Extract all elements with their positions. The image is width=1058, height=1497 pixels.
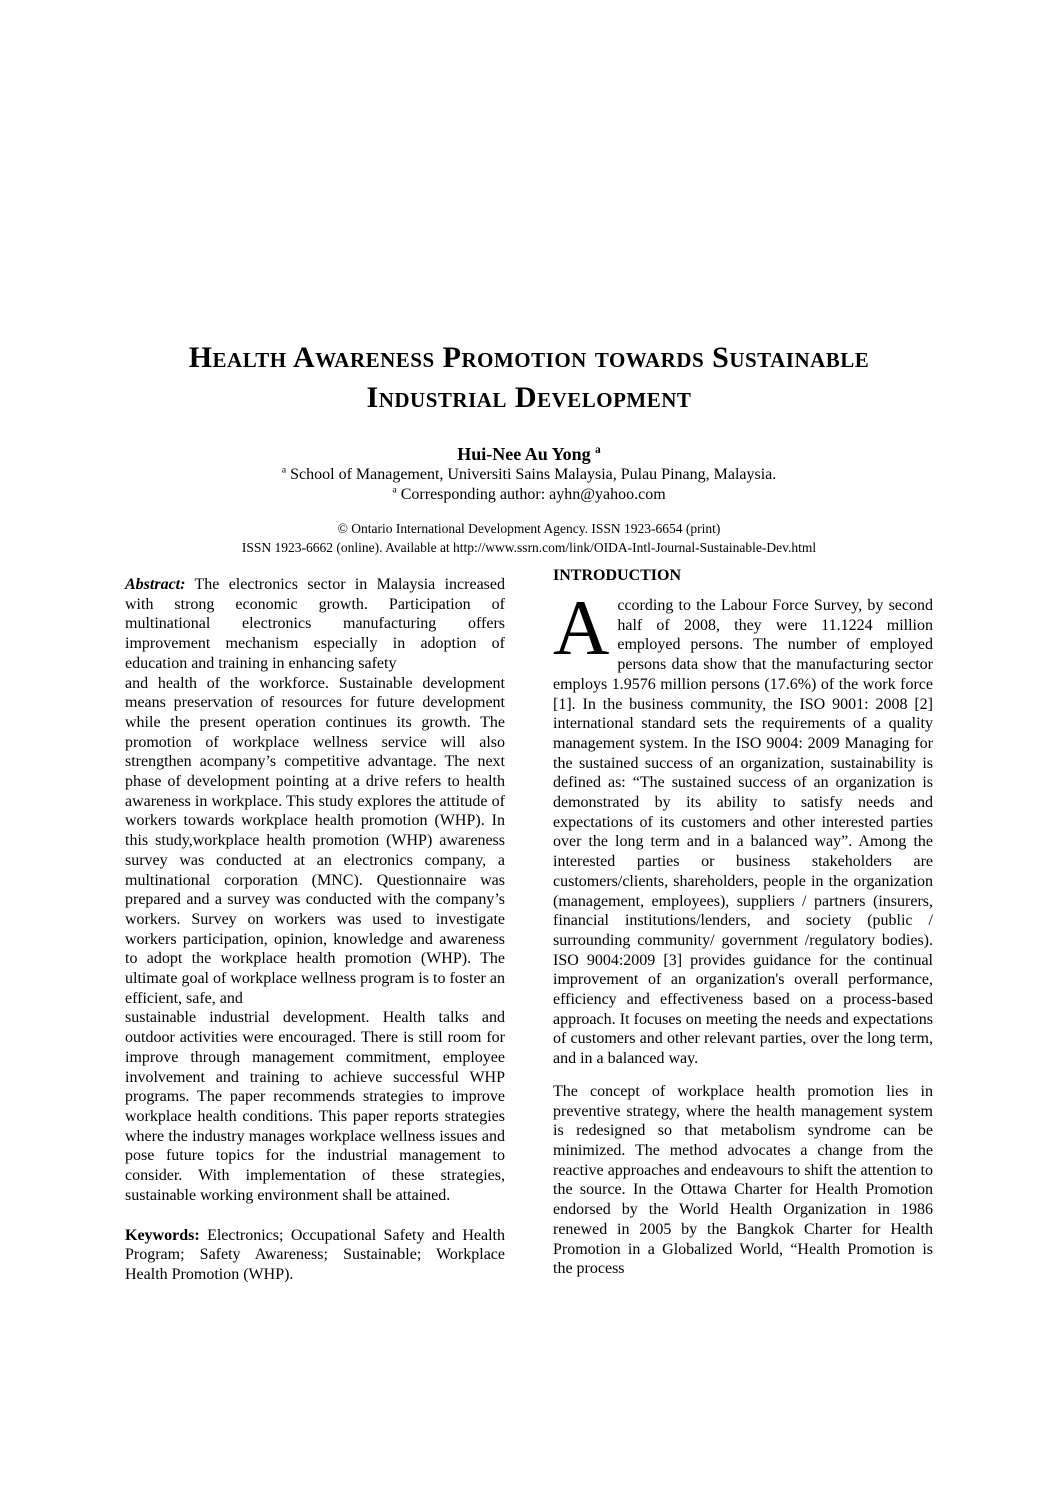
affiliation-line [0, 465, 1058, 485]
abstract-label: Abstract: [125, 576, 186, 593]
keywords-block [125, 1226, 505, 1285]
corresponding-text: Corresponding author: ayhn@yahoo.com [400, 486, 666, 503]
introduction-paragraph-2: The concept of workplace health promotion lies in preventive strategy, where the health management system is redesigned so that metabolism syndrome can be minimized. The method advocates a change from the reactive approaches and endeavours to shift the attention to the source. In the Ottawa Charter for Health Promotion endorsed by the World Health Organization in 1986 renewed in 2005 by the Bangkok Charter for Health Promotion in a Globalized World, “Health Promotion is the process [553, 1082, 933, 1278]
author-line [0, 443, 1058, 465]
paper-header [0, 338, 1058, 557]
affiliation-superscript: a [281, 464, 287, 476]
introduction-paragraph-1 [553, 584, 933, 1069]
issn-line: ISSN 1923-6662 (online). Available at http://www.ssrn.com/link/OIDA-Intl-Journal-Sustainable-Dev.html [241, 540, 817, 555]
title-line-1: Health Awareness Promotion towards Sustainable [188, 341, 870, 374]
corresponding-superscript: a [392, 484, 397, 496]
introduction-heading: INTRODUCTION [553, 567, 682, 584]
title-line-2: Industrial Development [366, 381, 692, 414]
introduction-paragraph-1-text: ccording to the Labour Force Survey, by second half of 2008, they were 11.1224 million employed persons. The number of employed persons data show that the manufacturing sector employs 1.9576 million persons (17.6%) of the work force [1]. In the business community, the ISO 9001: 2008 [2] international standard sets the requirements of a quality management system. In the ISO 9004: 2009 Managing for the sustained success of an organization, sustainability is defined as: “The sustained success of an organization is demonstrated by its ability to satisfy needs and expectations of its customers and other interested parties over the long term and in a balanced way”. Among the interested parties or business stakeholders are customers/clients, shareholders, people in the organization (management, employees), suppliers / partners (insurers, financial institutions/lenders, and society (public / surrounding community/ government /regulatory bodies). ISO 9004:2009 [3] provides guidance for the continual improvement of an organization's overall performance, efficiency and effectiveness based on a process-based approach. It focuses on meeting the needs and expectations of customers and other relevant parties, over the long term, and in a balanced way. [553, 597, 933, 1068]
author-superscript: a [595, 444, 601, 456]
drop-cap-letter: A [553, 584, 610, 671]
abstract-text-1: The electronics sector in Malaysia increased with strong economic growth. Participation of multinational electronics manufacturing offers improvement mechanism especially in adoption of education and training in enhancing safety [125, 576, 506, 672]
page-title [0, 338, 1058, 418]
corresponding-author-line [0, 485, 1058, 505]
left-column [125, 566, 505, 1285]
abstract-block-1 [125, 575, 505, 674]
two-column-body [125, 566, 933, 1285]
publisher-block [0, 519, 1058, 557]
abstract-block-3: sustainable industrial development. Health talks and outdoor activities were encouraged. There is still room for improve through management commitment, employee involvement and training to achieve successful WHP programs. The paper recommends strategies to improve workplace health conditions. This paper reports strategies where the industry manages workplace wellness issues and pose future topics for the industrial management to consider. With implementation of these strategies, sustainable working environment shall be attained. [125, 1009, 505, 1204]
affiliation-text: School of Management, Universiti Sains Malaysia, Pulau Pinang, Malaysia. [290, 466, 777, 483]
author-name: Hui-Nee Au Yong [457, 444, 591, 464]
abstract-block-2: and health of the workforce. Sustainable development means preservation of resources for future development while the present operation continues its growth. The promotion of workplace wellness service will also strengthen acompany’s competitive advantage. The next phase of development pointing at a drive refers to health awareness in workplace. This study explores the attitude of workers towards workplace health promotion (WHP). In this study,workplace health promotion (WHP) awareness survey was conducted at an electronics company, a multinational corporation (MNC). Questionnaire was prepared and a survey was conducted with the company’s workers. Survey on workers was used to investigate workers participation, opinion, knowledge and awareness to adopt the workplace health promotion (WHP). The ultimate goal of workplace wellness program is to foster an efficient, safe, and [125, 674, 505, 1007]
keywords-label: Keywords: [125, 1226, 200, 1244]
right-column [553, 566, 933, 1285]
keywords-text: Electronics; Occupational Safety and Health Program; Safety Awareness; Sustainable; Workplace Health Promotion (WHP). [125, 1226, 505, 1283]
copyright-line: © Ontario International Development Agency. ISSN 1923-6654 (print) [337, 521, 721, 536]
